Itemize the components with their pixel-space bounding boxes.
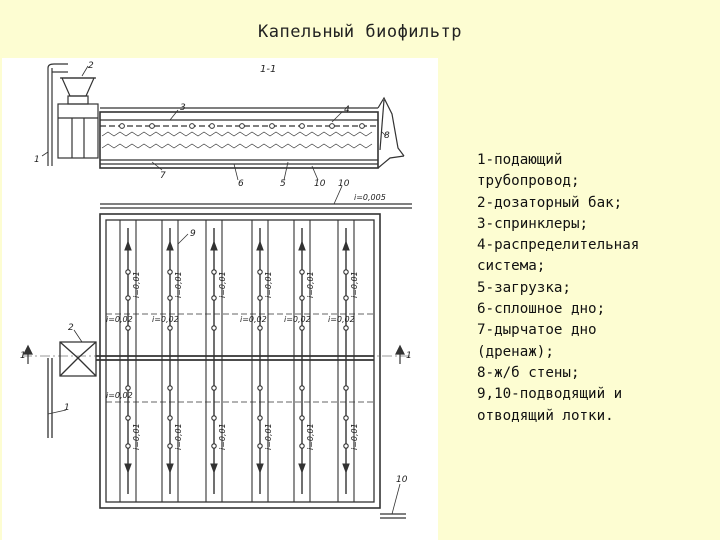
slope-label-vertical: i=0,01 bbox=[264, 423, 273, 450]
drainage-channels bbox=[120, 220, 354, 502]
callout-1: 1 bbox=[34, 155, 40, 165]
callout-10: 10 bbox=[314, 179, 326, 189]
callout-5: 5 bbox=[280, 179, 286, 189]
plan-callout-2: 2 bbox=[68, 323, 74, 333]
plan-cut-right: 1 bbox=[406, 351, 412, 361]
section-leaders bbox=[42, 66, 386, 180]
slope-label-vertical: i=0,01 bbox=[218, 271, 227, 298]
slope-label-horizontal: i=0,02 bbox=[106, 391, 133, 400]
legend-line: (дренаж); bbox=[477, 343, 554, 360]
slope-label-horizontal: i=0,02 bbox=[240, 315, 267, 324]
channel-4 bbox=[252, 220, 268, 502]
slope-label-vertical: i=0,01 bbox=[350, 271, 359, 298]
callout-6: 6 bbox=[238, 179, 244, 189]
callout-8: 8 bbox=[384, 131, 390, 141]
slope-label-vertical: i=0,01 bbox=[132, 271, 141, 298]
slope-label-horizontal: i=0,02 bbox=[284, 315, 311, 324]
legend-line: 2-дозаторный бак; bbox=[477, 194, 623, 211]
plan-callout-10b: 10 bbox=[396, 475, 408, 485]
page-title: Капельный биофильтр bbox=[258, 22, 462, 42]
plan-cut-left: 1 bbox=[20, 351, 26, 361]
callout-3: 3 bbox=[180, 103, 186, 113]
legend-line: 5-загрузка; bbox=[477, 279, 571, 296]
legend-line: отводящий лотки. bbox=[477, 407, 614, 424]
channel-2 bbox=[162, 220, 178, 502]
legend-line: трубопровод; bbox=[477, 173, 580, 190]
slope-label-horizontal: i=0,02 bbox=[328, 315, 355, 324]
slope-label-main: i=0,005 bbox=[354, 193, 386, 202]
legend bbox=[477, 150, 717, 427]
slope-label-vertical: i=0,01 bbox=[306, 271, 315, 298]
legend-line: 7-дырчатое дно bbox=[477, 322, 597, 339]
legend-line: система; bbox=[477, 258, 546, 275]
legend-line: 8-ж/б стены; bbox=[477, 364, 580, 381]
slope-label-vertical: i=0,01 bbox=[264, 271, 273, 298]
legend-line: 1-подающий bbox=[477, 152, 563, 168]
slope-label-horizontal: i=0,02 bbox=[106, 315, 133, 324]
legend-line: 9,10-подводящий и bbox=[477, 386, 623, 403]
slope-label-vertical: i=0,01 bbox=[174, 271, 183, 298]
plan-callout-10: 10 bbox=[338, 179, 350, 189]
slope-label-vertical: i=0,01 bbox=[350, 423, 359, 450]
callout-7: 7 bbox=[160, 171, 166, 181]
plan-callout-9: 9 bbox=[190, 229, 196, 239]
slope-label-vertical: i=0,01 bbox=[174, 423, 183, 450]
legend-line: 6-сплошное дно; bbox=[477, 301, 606, 318]
slope-label-vertical: i=0,01 bbox=[218, 423, 227, 450]
callout-2: 2 bbox=[88, 61, 94, 71]
channel-3 bbox=[206, 220, 222, 502]
legend-line: 4-распределительная bbox=[477, 237, 640, 254]
slope-label-horizontal: i=0,02 bbox=[152, 315, 179, 324]
section-label: 1-1 bbox=[260, 64, 277, 75]
channel-1 bbox=[120, 220, 136, 502]
section-view bbox=[48, 64, 404, 168]
channel-5 bbox=[294, 220, 310, 502]
plan-callout-1: 1 bbox=[64, 403, 70, 413]
callout-4: 4 bbox=[344, 105, 350, 115]
biofilter-drawing bbox=[2, 58, 438, 540]
slope-label-vertical: i=0,01 bbox=[306, 423, 315, 450]
slope-label-vertical: i=0,01 bbox=[132, 423, 141, 450]
channel-6 bbox=[338, 220, 354, 502]
legend-line: 3-спринклеры; bbox=[477, 215, 589, 232]
